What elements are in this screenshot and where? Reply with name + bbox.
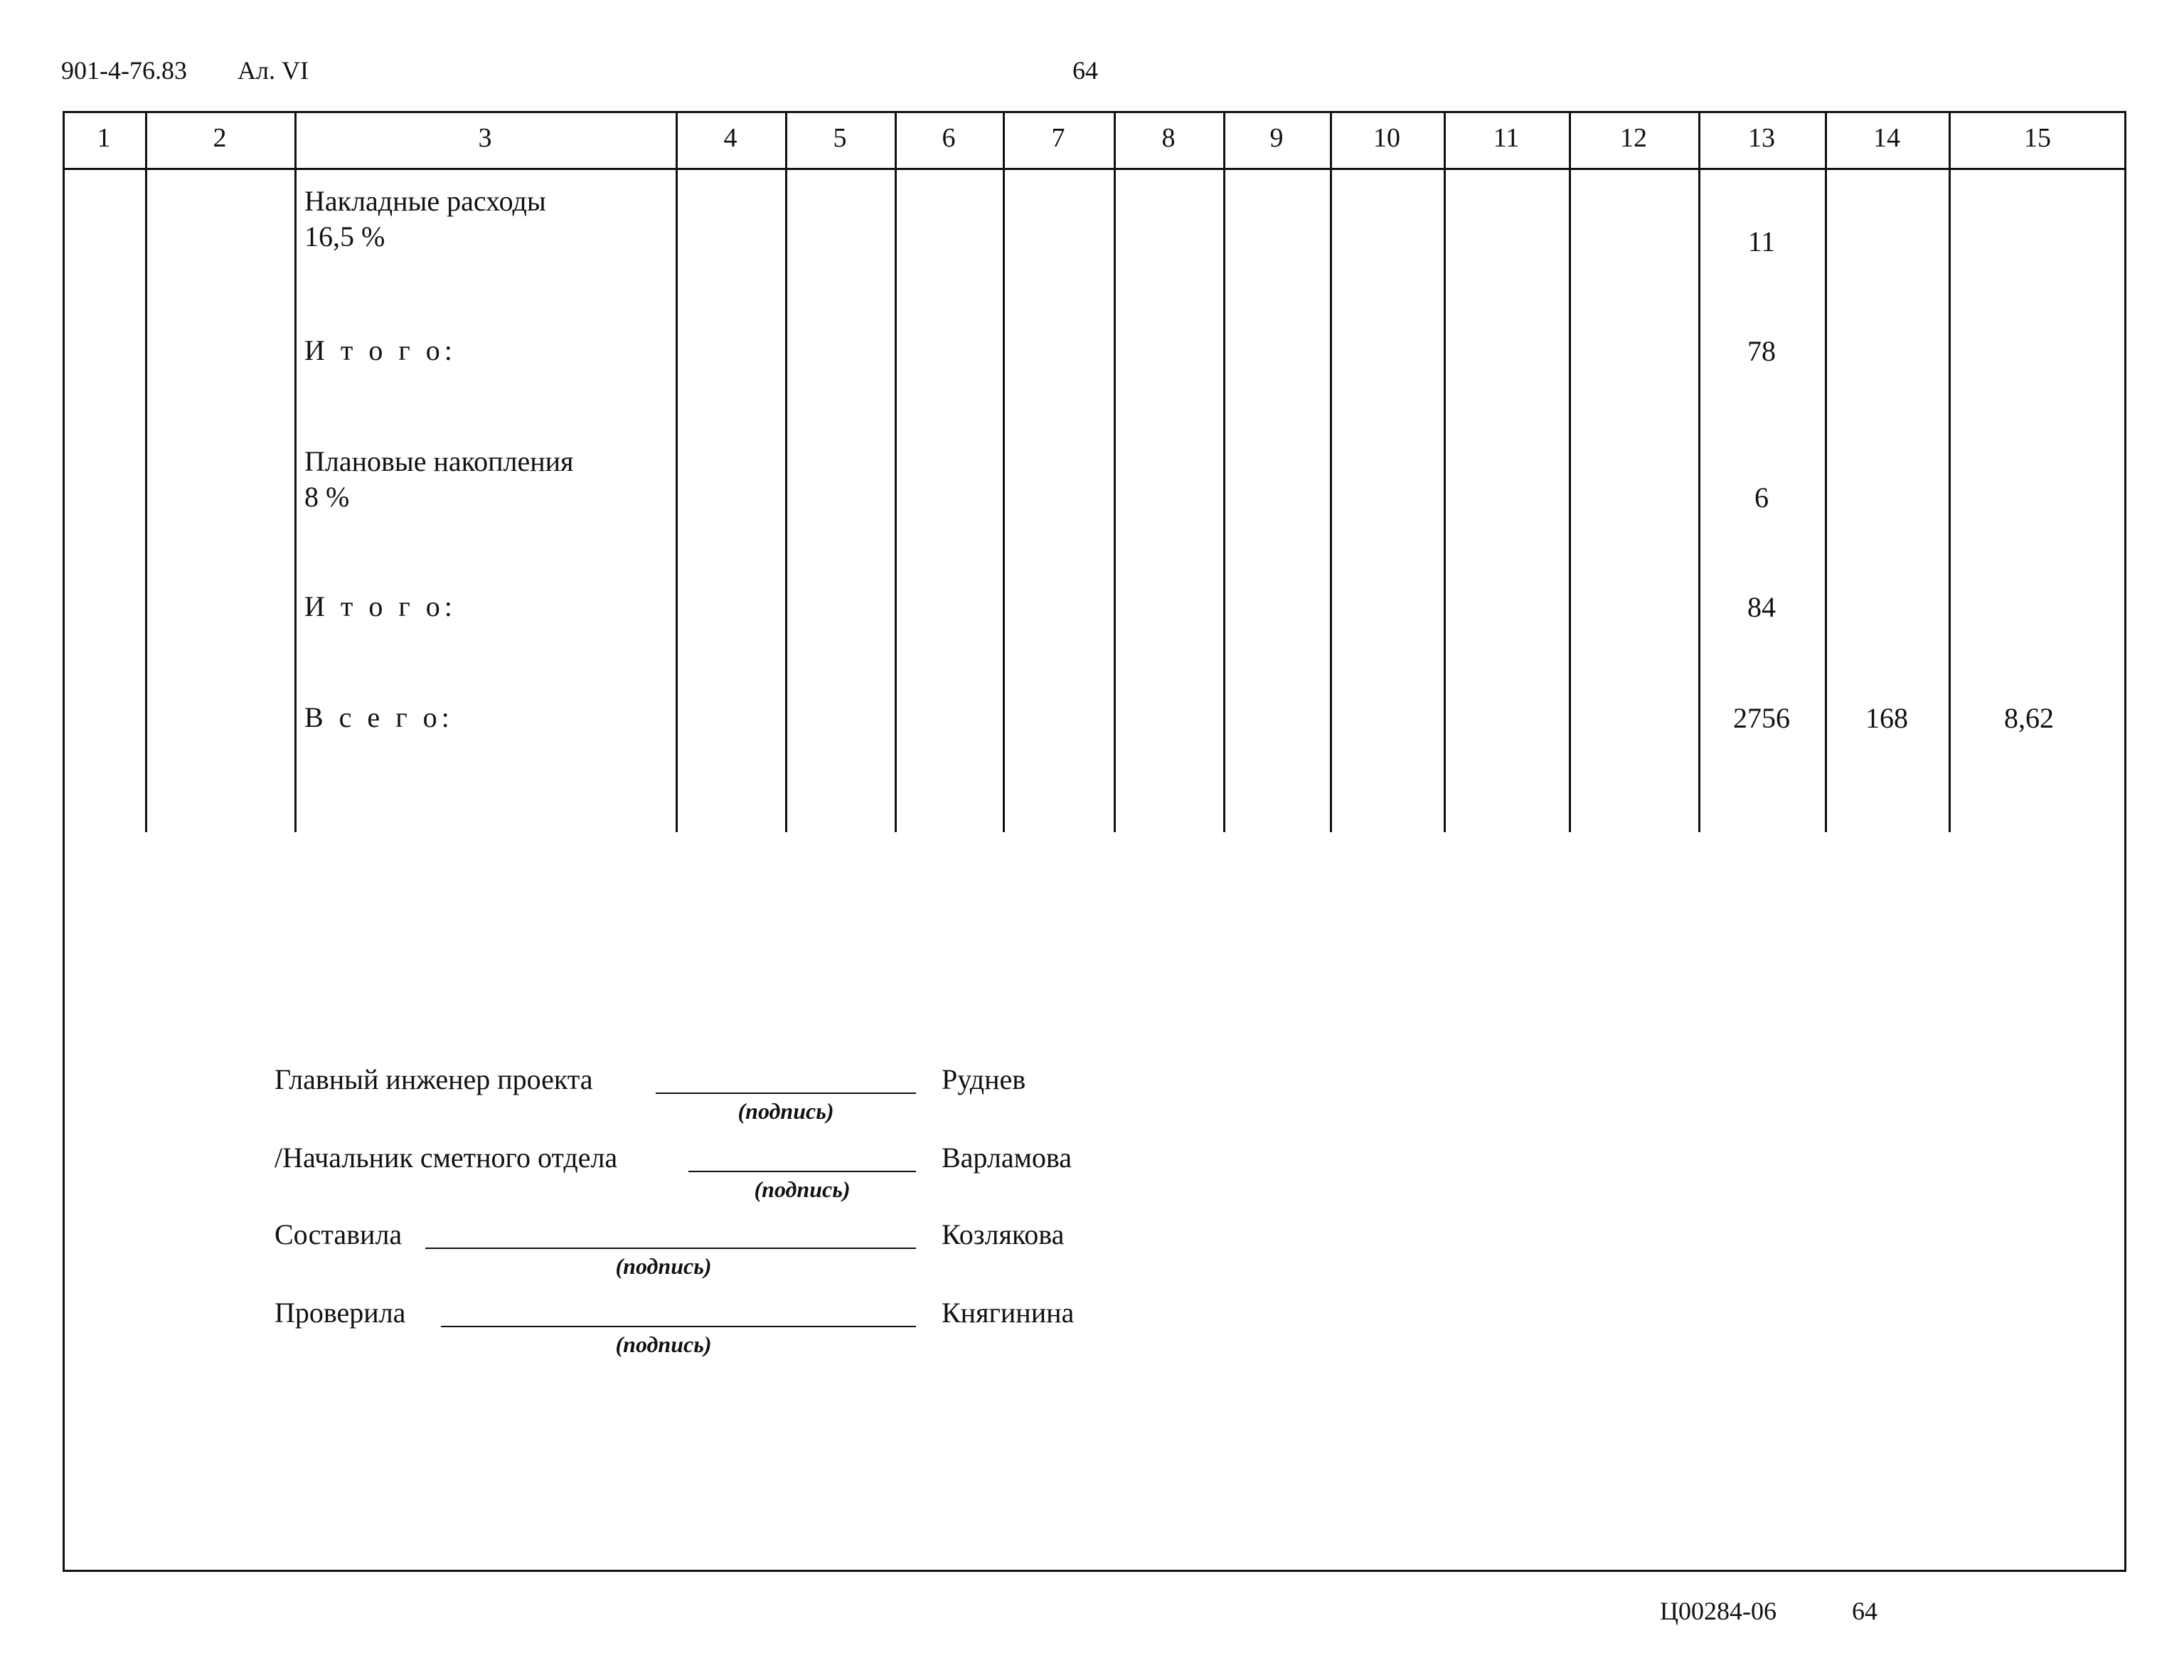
signature-hint: (подпись) [615, 1253, 712, 1279]
page-frame [63, 111, 2126, 1572]
sheet-label: Ал. VI [238, 56, 309, 85]
table-cell-col14: 168 [1865, 702, 1908, 734]
signature-line [688, 1171, 916, 1172]
table-row-label: Плановые накопления 8 % [304, 445, 574, 513]
column-number: 13 [1748, 123, 1775, 153]
signature-role-compiled-by: Составила [275, 1218, 403, 1250]
table-row-label: Накладные расходы 16,5 % [304, 185, 546, 252]
page-number: 64 [1072, 56, 1098, 85]
header-row-divider [63, 168, 2126, 170]
table-cell-col13: 84 [1747, 591, 1776, 623]
column-number: 10 [1373, 123, 1400, 153]
column-number: 2 [213, 123, 227, 153]
column-divider [1444, 111, 1446, 832]
table-cell-col13: 11 [1747, 225, 1776, 257]
footer-page-number: 64 [1852, 1597, 1877, 1625]
table-cell-col13: 6 [1754, 482, 1769, 514]
column-number: 14 [1873, 123, 1900, 153]
column-divider [895, 111, 897, 832]
signature-role-chief-engineer: Главный инженер проекта [275, 1063, 593, 1095]
signature-line [441, 1326, 916, 1327]
column-divider [1003, 111, 1005, 832]
table-row-label: В с е г о: [304, 701, 454, 733]
column-divider [785, 111, 787, 832]
signature-hint: (подпись) [615, 1331, 712, 1357]
column-number: 8 [1161, 123, 1176, 153]
column-number: 12 [1620, 123, 1647, 153]
column-number: 7 [1051, 123, 1065, 153]
column-number: 4 [723, 123, 737, 153]
table-row-label: И т о г о: [304, 334, 457, 366]
signature-name: Козлякова [942, 1218, 1065, 1250]
table-row-label: И т о г о: [304, 590, 457, 622]
column-number: 3 [478, 123, 492, 153]
signature-name: Варламова [942, 1142, 1072, 1174]
column-number: 6 [942, 123, 956, 153]
column-number: 11 [1493, 123, 1520, 153]
column-divider [294, 111, 297, 832]
signature-line [425, 1248, 916, 1249]
footer-code: Ц00284-06 [1660, 1597, 1777, 1625]
column-divider [145, 111, 147, 832]
column-divider [676, 111, 678, 832]
signature-role-checked-by: Проверила [275, 1297, 406, 1329]
signature-line [656, 1092, 916, 1094]
column-number: 9 [1269, 123, 1284, 153]
column-number: 1 [97, 123, 111, 153]
column-number: 5 [833, 123, 847, 153]
column-divider [1223, 111, 1225, 832]
document-code: 901-4-76.83 [61, 56, 187, 85]
signature-role-estimate-head: /Начальник сметного отдела [275, 1142, 618, 1174]
column-number: 15 [2024, 123, 2051, 153]
signature-name: Руднев [942, 1063, 1026, 1095]
table-cell-col13: 2756 [1733, 702, 1790, 734]
signature-hint: (подпись) [754, 1176, 851, 1202]
table-cell-col15: 8,62 [2004, 702, 2054, 734]
table-cell-col13: 78 [1747, 335, 1776, 367]
column-divider [1114, 111, 1116, 832]
column-divider [1569, 111, 1571, 832]
signature-hint: (подпись) [737, 1098, 834, 1124]
column-divider [1330, 111, 1332, 832]
signature-name: Княгинина [942, 1297, 1075, 1329]
